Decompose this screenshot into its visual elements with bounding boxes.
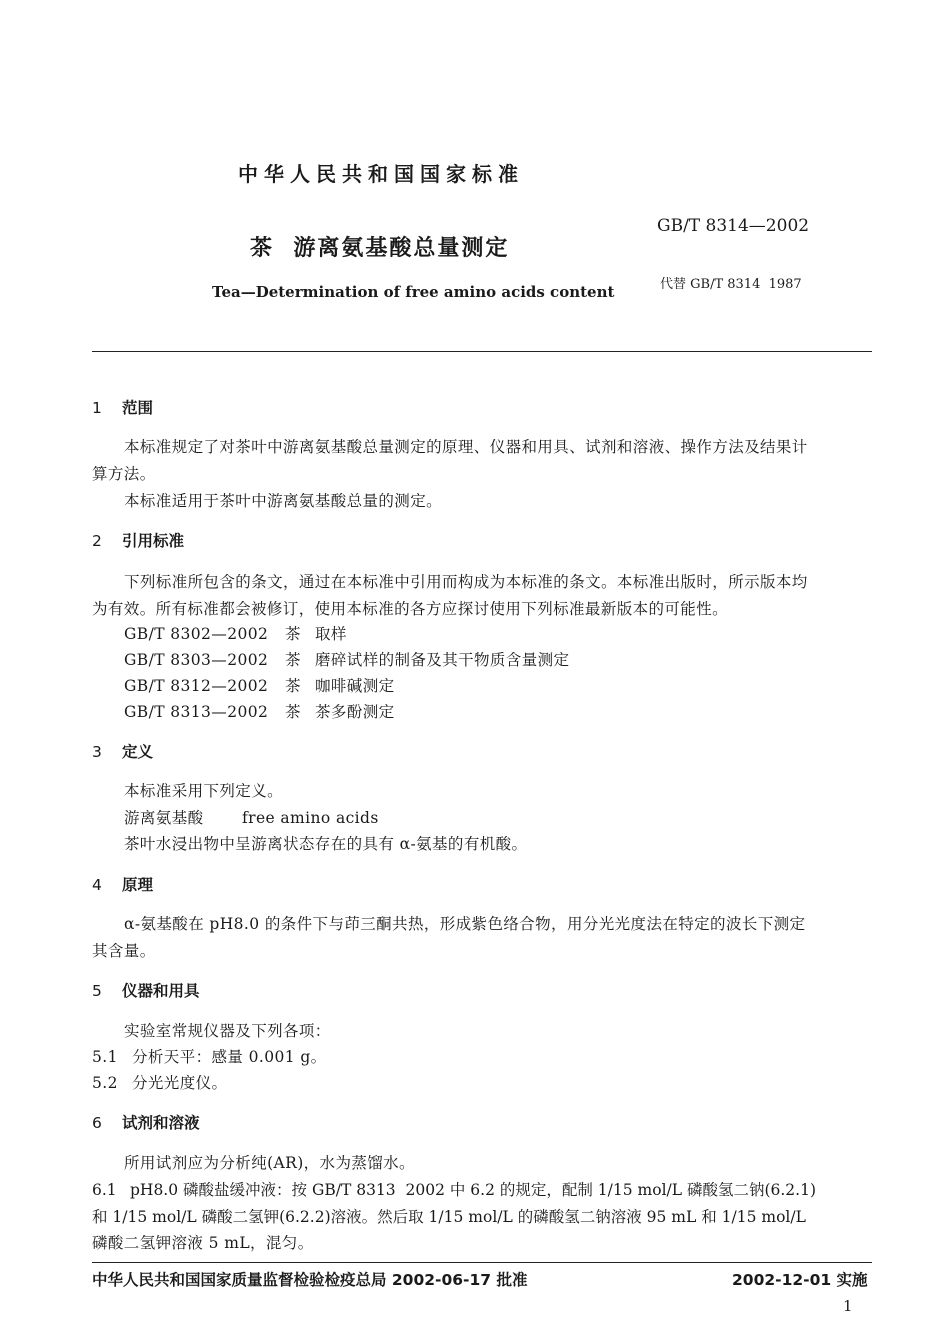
reference-word: 茶 [285,703,301,721]
standard-code [657,216,809,236]
header-rule [92,351,872,352]
section-2-heading [92,529,184,551]
document-title-en: Tea—Determination of free amino acids content [212,283,615,301]
item-text: 分光光度仪。 [132,1074,228,1092]
section-3-number: 3 [92,743,102,761]
reference-code: GB/T 8313—2002 [124,703,269,721]
implementation-date: 2002-12-01 实施 [732,1271,868,1289]
reference-item [124,622,347,644]
section-1-number: 1 [92,399,102,417]
section-4-heading [92,873,153,895]
section-6-item-1-line-3: 磷酸二氢钾溶液 5 mL，混匀。 [92,1234,314,1252]
section-3-para-2: 茶叶水浸出物中呈游离状态存在的具有 α-氨基的有机酸。 [124,835,528,853]
section-1-para-2: 本标准适用于茶叶中游离氨基酸总量的测定。 [124,492,443,510]
section-5-number: 5 [92,982,102,1000]
section-4-number: 4 [92,876,102,894]
section-1-heading [92,396,153,418]
reference-item [124,674,395,696]
section-2-title: 引用标准 [122,532,185,550]
item-number: 5.1 [92,1048,118,1066]
section-4-para-1-line-2: 其含量。 [92,942,156,960]
section-6-number: 6 [92,1114,102,1132]
reference-code: GB/T 8302—2002 [124,625,269,643]
section-3-term [124,806,379,828]
page-number: 1 [843,1297,853,1315]
section-1-para-1-line-1: 本标准规定了对茶叶中游离氨基酸总量测定的原理、仪器和用具、试剂和溶液、操作方法及结果计 [124,438,808,456]
footer-rule [92,1262,872,1263]
reference-item [124,700,395,722]
standard-code-text: GB/T 8314—2002 [657,216,810,236]
section-4-para-1-line-1: α-氨基酸在 pH8.0 的条件下与茚三酮共热，形成紫色络合物，用分光光度法在特定的波长下测定 [124,915,806,933]
section-6-title: 试剂和溶液 [122,1114,200,1132]
section-2-para-1-line-2: 为有效。所有标准都会被修订，使用本标准的各方应探讨使用下列标准最新版本的可能性。 [92,600,729,618]
section-6-item-1-line-2: 和 1/15 mol/L 磷酸二氢钾(6.2.2)溶液。然后取 1/15 mol/L 的磷酸氢二钠溶液 95 mL 和 1/15 mol/L [92,1208,806,1226]
reference-code: GB/T 8312—2002 [124,677,269,695]
item-number: 6.1 [92,1181,117,1199]
section-3-para-1: 本标准采用下列定义。 [124,782,284,800]
section-6-item-1-line-1 [92,1178,816,1200]
section-3-heading [92,740,153,762]
section-5-para-1: 实验室常规仪器及下列各项： [124,1022,331,1040]
section-5-heading [92,979,200,1001]
term-cn: 游离氨基酸 [124,809,204,827]
section-3-title: 定义 [122,743,154,761]
reference-word: 茶 [285,625,301,643]
item-number: 5.2 [92,1074,118,1092]
term-en: free amino acids [242,809,379,827]
item-text: pH8.0 磷酸盐缓冲液：按 GB/T 8313 2002 中 6.2 的规定，配制 1/15 mol/L 磷酸氢二钠(6.2.1) [130,1181,817,1199]
reference-code: GB/T 8303—2002 [124,651,269,669]
section-2-number: 2 [92,532,102,550]
reference-item [124,648,569,670]
item-text: 分析天平：感量 0.001 g。 [132,1048,327,1066]
reference-word: 茶 [285,677,301,695]
section-5-item-2 [92,1071,227,1093]
replaces-standard: 代替 GB/T 8314 1987 [660,277,802,292]
section-2-para-1-line-1: 下列标准所包含的条文，通过在本标准中引用而构成为本标准的条文。本标准出版时，所示版本均 [124,573,808,591]
section-1-para-1-line-2: 算方法。 [92,465,156,483]
reference-title: 咖啡碱测定 [315,677,395,695]
reference-title: 磨碎试样的制备及其干物质含量测定 [315,651,570,669]
section-6-heading [92,1111,200,1133]
section-6-para-1: 所用试剂应为分析纯(AR)，水为蒸馏水。 [124,1154,415,1172]
approval-line: 中华人民共和国国家质量监督检验检疫总局 2002-06-17 批准 [92,1271,528,1289]
section-5-item-1 [92,1045,327,1067]
reference-title: 茶多酚测定 [315,703,395,721]
national-standard-title: 中华人民共和国国家标准 [238,162,524,186]
reference-word: 茶 [285,651,301,669]
reference-title: 取样 [315,625,347,643]
section-4-title: 原理 [122,876,154,894]
section-5-title: 仪器和用具 [122,982,200,1000]
section-1-title: 范围 [122,399,154,417]
document-title-cn: 茶 游离氨基酸总量测定 [250,236,510,261]
